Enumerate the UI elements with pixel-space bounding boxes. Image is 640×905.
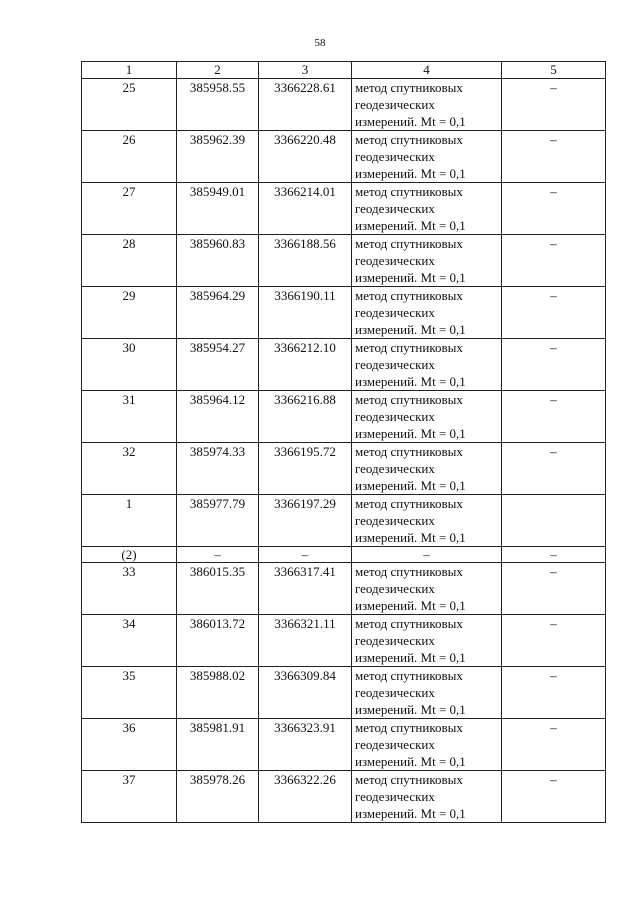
point-number-cell: 29 [82, 287, 177, 339]
y-coordinate-cell: 3366220.48 [259, 131, 352, 183]
y-coordinate-cell: 3366309.84 [259, 667, 352, 719]
point-number-cell: 32 [82, 443, 177, 495]
method-line: геодезических [355, 685, 435, 700]
method-line: измерений. Mt = 0,1 [355, 806, 466, 821]
method-line: геодезических [355, 253, 435, 268]
header-col-4: 4 [352, 62, 502, 79]
x-coordinate-cell: 385960.83 [177, 235, 259, 287]
method-cell [352, 79, 502, 131]
table-row [82, 79, 606, 131]
method-cell [352, 235, 502, 287]
method-cell [352, 287, 502, 339]
table-header [82, 62, 606, 79]
table-row [82, 667, 606, 719]
point-number-cell: 28 [82, 235, 177, 287]
x-coordinate-cell: 385954.27 [177, 339, 259, 391]
method-line: геодезических [355, 149, 435, 164]
method-line: метод спутниковых [355, 132, 463, 147]
method-line: метод спутниковых [355, 496, 463, 511]
y-coordinate-cell: 3366188.56 [259, 235, 352, 287]
method-line: измерений. Mt = 0,1 [355, 322, 466, 337]
note-cell: – [502, 79, 606, 131]
x-coordinate-cell: 386015.35 [177, 563, 259, 615]
table-row [82, 131, 606, 183]
x-coordinate-cell: 385981.91 [177, 719, 259, 771]
point-number-cell: 25 [82, 79, 177, 131]
x-coordinate-cell: 385962.39 [177, 131, 259, 183]
y-coordinate-cell: 3366228.61 [259, 79, 352, 131]
method-cell [352, 667, 502, 719]
note-cell: – [502, 235, 606, 287]
table-row [82, 771, 606, 823]
table-row [82, 183, 606, 235]
x-coordinate-cell: 385988.02 [177, 667, 259, 719]
point-number-cell: 31 [82, 391, 177, 443]
method-cell [352, 719, 502, 771]
point-number-cell: 35 [82, 667, 177, 719]
point-number-cell: 26 [82, 131, 177, 183]
method-line: измерений. Mt = 0,1 [355, 426, 466, 441]
note-cell: – [502, 287, 606, 339]
method-line: геодезических [355, 581, 435, 596]
method-line: геодезических [355, 737, 435, 752]
method-line: метод спутниковых [355, 564, 463, 579]
table-row [82, 391, 606, 443]
table-row [82, 443, 606, 495]
note-cell: – [502, 563, 606, 615]
method-line: метод спутниковых [355, 616, 463, 631]
point-number-cell: 1 [82, 495, 177, 547]
note-cell: – [502, 339, 606, 391]
y-coordinate-cell: 3366212.10 [259, 339, 352, 391]
method-line: измерений. Mt = 0,1 [355, 598, 466, 613]
method-cell [352, 771, 502, 823]
method-line: геодезических [355, 357, 435, 372]
point-number-cell: 37 [82, 771, 177, 823]
table-row [82, 563, 606, 615]
method-cell [352, 131, 502, 183]
point-number-cell: 33 [82, 563, 177, 615]
method-cell [352, 563, 502, 615]
note-cell: – [502, 183, 606, 235]
coordinates-table [81, 61, 606, 823]
note-cell: – [502, 443, 606, 495]
method-cell [352, 391, 502, 443]
method-line: измерений. Mt = 0,1 [355, 650, 466, 665]
table-row [82, 339, 606, 391]
method-cell [352, 443, 502, 495]
table-row [82, 615, 606, 667]
note-cell: – [502, 615, 606, 667]
x-coordinate-cell: – [177, 547, 259, 563]
x-coordinate-cell: 385958.55 [177, 79, 259, 131]
table-row [82, 495, 606, 547]
point-number-cell: 27 [82, 183, 177, 235]
header-col-5: 5 [502, 62, 606, 79]
method-cell [352, 495, 502, 547]
method-line: метод спутниковых [355, 392, 463, 407]
table-body [82, 79, 606, 823]
header-col-2: 2 [177, 62, 259, 79]
x-coordinate-cell: 385949.01 [177, 183, 259, 235]
method-line: геодезических [355, 409, 435, 424]
y-coordinate-cell: 3366216.88 [259, 391, 352, 443]
table-row [82, 719, 606, 771]
method-cell [352, 183, 502, 235]
x-coordinate-cell: 385964.12 [177, 391, 259, 443]
point-number-cell: 36 [82, 719, 177, 771]
method-line: метод спутниковых [355, 444, 463, 459]
method-line: измерений. Mt = 0,1 [355, 166, 466, 181]
method-line: измерений. Mt = 0,1 [355, 114, 466, 129]
method-line: измерений. Mt = 0,1 [355, 754, 466, 769]
method-line: метод спутниковых [355, 236, 463, 251]
method-cell [352, 615, 502, 667]
note-cell: – [502, 131, 606, 183]
header-col-1: 1 [82, 62, 177, 79]
page-number: 58 [314, 37, 326, 49]
y-coordinate-cell: 3366321.11 [259, 615, 352, 667]
y-coordinate-cell: 3366214.01 [259, 183, 352, 235]
point-number-cell: 34 [82, 615, 177, 667]
y-coordinate-cell: 3366190.11 [259, 287, 352, 339]
note-cell: – [502, 391, 606, 443]
note-cell: – [502, 547, 606, 563]
method-line: измерений. Mt = 0,1 [355, 374, 466, 389]
x-coordinate-cell: 386013.72 [177, 615, 259, 667]
table-row [82, 235, 606, 287]
x-coordinate-cell: 385977.79 [177, 495, 259, 547]
x-coordinate-cell: 385974.33 [177, 443, 259, 495]
table-row [82, 287, 606, 339]
point-number-cell: 30 [82, 339, 177, 391]
y-coordinate-cell: – [259, 547, 352, 563]
method-line: метод спутниковых [355, 288, 463, 303]
y-coordinate-cell: 3366317.41 [259, 563, 352, 615]
method-line: метод спутниковых [355, 772, 463, 787]
method-line: измерений. Mt = 0,1 [355, 478, 466, 493]
method-line: геодезических [355, 305, 435, 320]
method-line: геодезических [355, 633, 435, 648]
method-line: геодезических [355, 789, 435, 804]
y-coordinate-cell: 3366322.26 [259, 771, 352, 823]
note-cell: – [502, 719, 606, 771]
header-row [82, 62, 606, 79]
method-line: измерений. Mt = 0,1 [355, 530, 466, 545]
table-row-separator [82, 547, 606, 563]
method-line: метод спутниковых [355, 184, 463, 199]
method-cell [352, 339, 502, 391]
method-line: геодезических [355, 97, 435, 112]
method-line: метод спутниковых [355, 720, 463, 735]
y-coordinate-cell: 3366195.72 [259, 443, 352, 495]
method-line: измерений. Mt = 0,1 [355, 270, 466, 285]
note-cell: – [502, 667, 606, 719]
method-line: геодезических [355, 201, 435, 216]
method-cell [352, 547, 502, 563]
x-coordinate-cell: 385978.26 [177, 771, 259, 823]
method-line: метод спутниковых [355, 340, 463, 355]
method-line: измерений. Mt = 0,1 [355, 218, 466, 233]
note-cell [502, 495, 606, 547]
method-line: метод спутниковых [355, 80, 463, 95]
method-line: – [423, 547, 430, 562]
method-line: измерений. Mt = 0,1 [355, 702, 466, 717]
method-line: геодезических [355, 513, 435, 528]
method-line: геодезических [355, 461, 435, 476]
header-col-3: 3 [259, 62, 352, 79]
x-coordinate-cell: 385964.29 [177, 287, 259, 339]
method-line: метод спутниковых [355, 668, 463, 683]
y-coordinate-cell: 3366323.91 [259, 719, 352, 771]
y-coordinate-cell: 3366197.29 [259, 495, 352, 547]
note-cell: – [502, 771, 606, 823]
point-number-cell: (2) [82, 547, 177, 563]
